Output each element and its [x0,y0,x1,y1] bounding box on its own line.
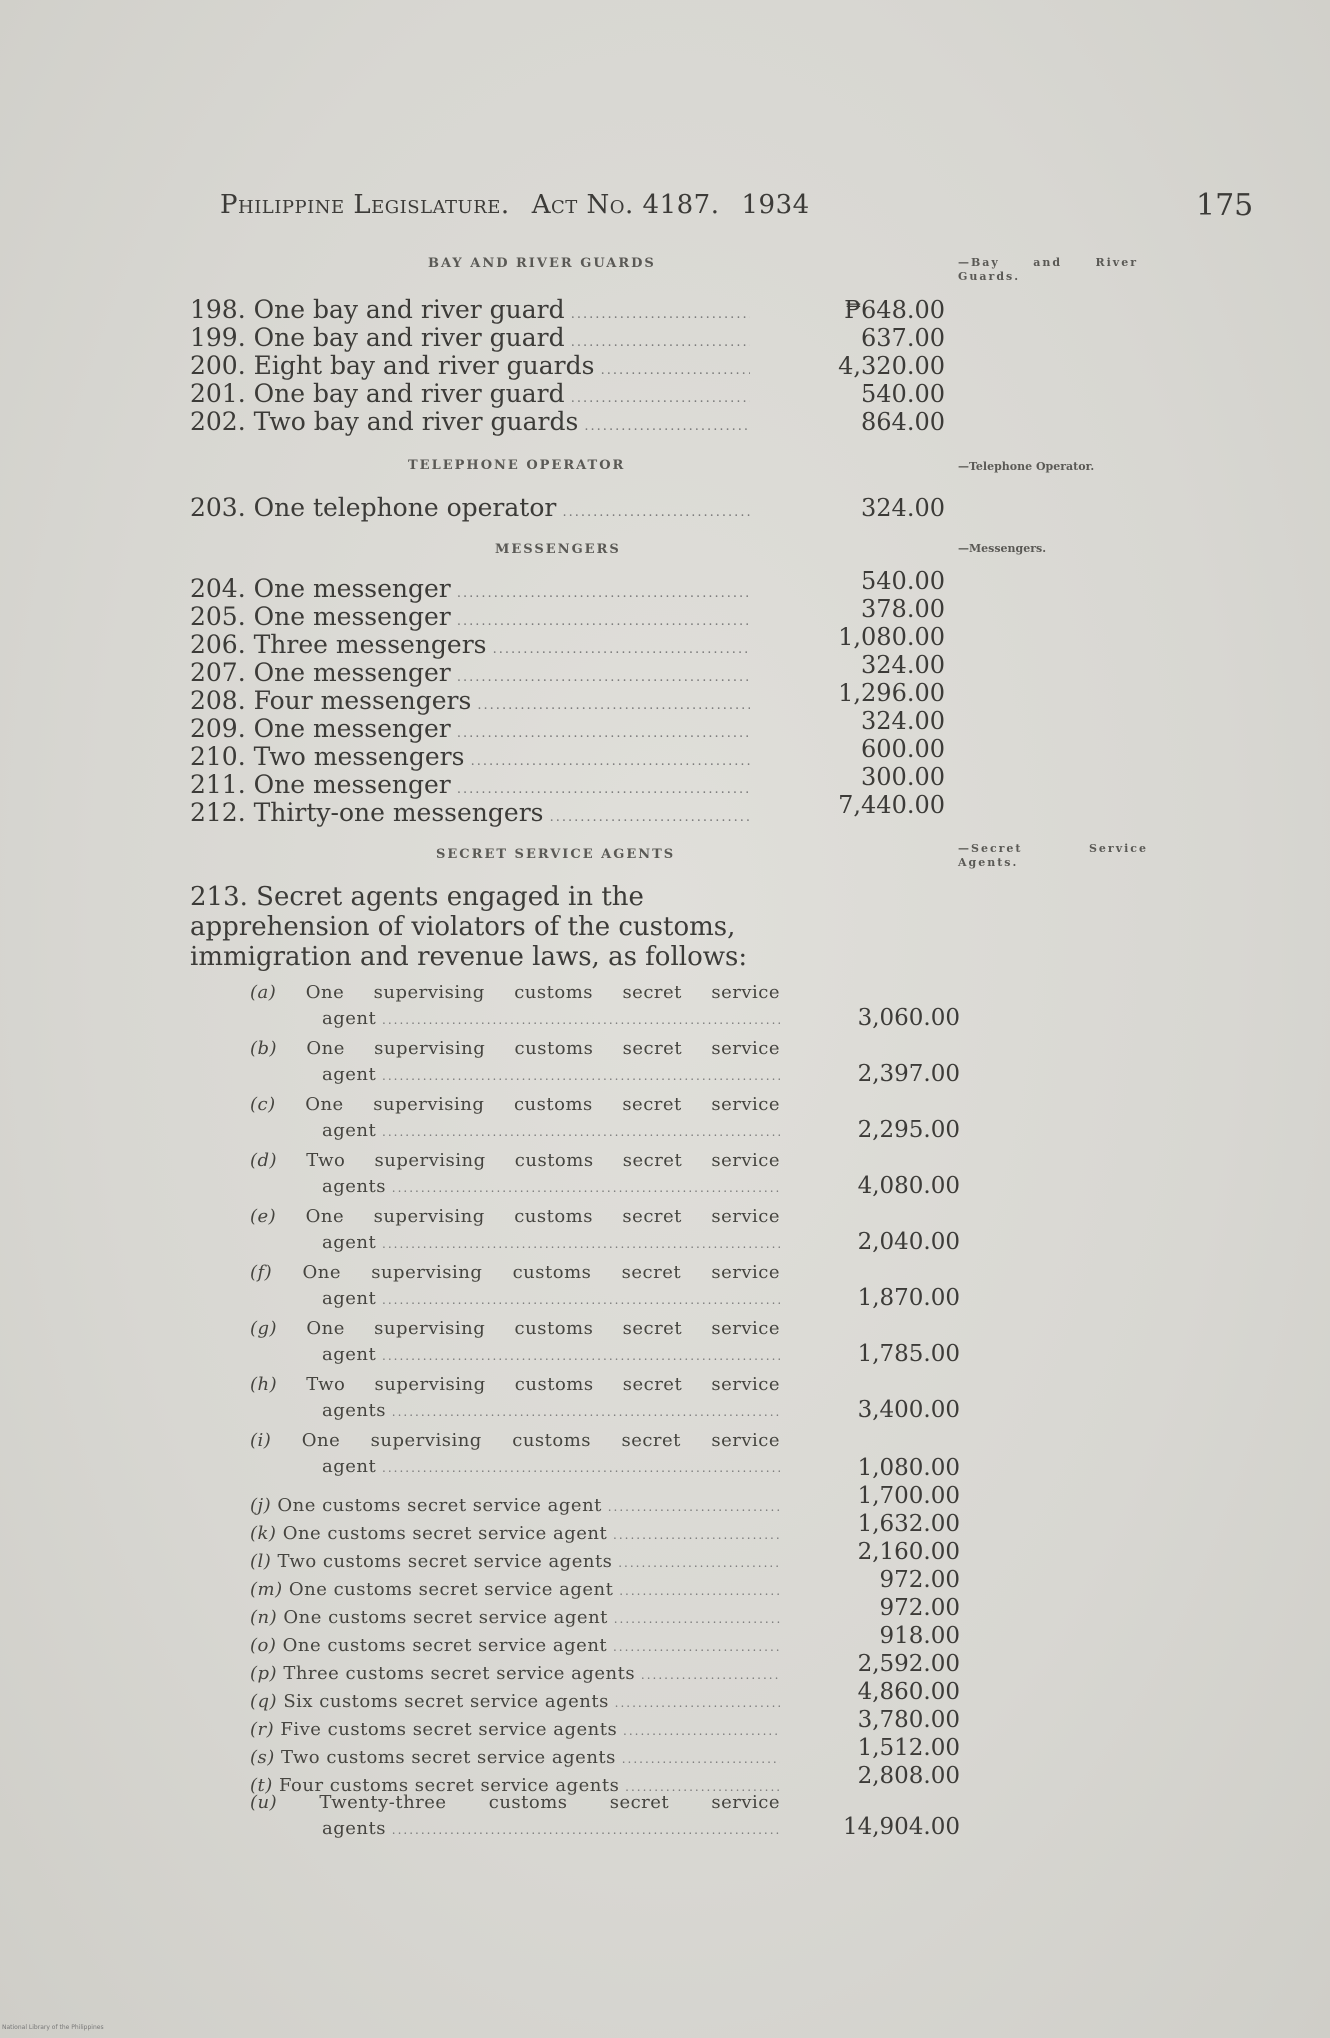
sub-item-line2: agents ..... [250,1816,780,1843]
sub-item-letter: (f) [250,1262,273,1283]
sub-item-text [250,1689,780,1716]
section-heading-bay-river: BAY AND RIVER GUARDS [428,256,656,271]
sub-item-line1: One supervising customs secret service [305,1094,780,1115]
sub-item-line2: agent ..... [250,1454,780,1481]
header-year: 1934 [741,190,810,220]
sub-item-line1: Two supervising customs secret service [306,1374,780,1395]
sub-item-text [250,1428,780,1454]
item-description: 205. One messenger ..... [190,603,750,636]
sub-item-line2: agent ..... [250,1342,780,1369]
header-act: Act No. 4187. [531,190,720,220]
item-amount: 324.00 [861,707,945,735]
sub-item-line1: Five customs secret service agents [280,1719,618,1740]
sub-item-text [250,1521,780,1548]
sub-item-amount: 2,160.00 [857,1539,960,1565]
item-amount: 540.00 [861,380,945,408]
sub-item-amount: 1,632.00 [857,1511,960,1537]
sub-item [250,1689,780,1716]
sub-item-letter: (o) [250,1635,277,1656]
sub-item-letter: (r) [250,1719,275,1740]
paragraph-213: 213. Secret agents engaged in the apprehension of violators of the customs, immigration and revenue laws, as follows: [190,882,748,972]
item-amount: 1,296.00 [838,679,945,707]
margin-note-bay-river: —Bay and River Guards. [958,256,1138,283]
sub-item-line1: One customs secret service agent [288,1579,614,1600]
sub-item-line1: One customs secret service agent [282,1635,608,1656]
sub-item-text [250,1745,780,1772]
sub-item-amount: 1,080.00 [857,1455,960,1481]
item-description: 203. One telephone operator ..... [190,494,750,527]
item-description: 200. Eight bay and river guards ..... [190,352,750,385]
sub-item [250,1260,780,1313]
item-description: 198. One bay and river guard ..... [190,296,750,329]
sub-item-letter: (h) [250,1374,278,1395]
item-amount: 864.00 [861,408,945,436]
item-description: 199. One bay and river guard ..... [190,324,750,357]
item-amount: 540.00 [861,567,945,595]
sub-item-text [250,1036,780,1062]
sub-item [250,1316,780,1369]
sub-item-amount: 3,060.00 [857,1005,960,1031]
sub-item [250,1092,780,1145]
sub-item-amount: 2,295.00 [857,1117,960,1143]
sub-item-line1: One supervising customs secret service [305,1206,780,1227]
sub-item [250,1605,780,1632]
sub-item-line2: agent ..... [250,1286,780,1313]
sub-item [250,1577,780,1604]
sub-item-amount: 4,080.00 [857,1173,960,1199]
item-amount: 324.00 [861,651,945,679]
sub-item-letter: (u) [250,1792,278,1813]
sub-item-line2: agent ..... [250,1062,780,1089]
item-amount: 600.00 [861,735,945,763]
sub-item-amount: 1,785.00 [857,1341,960,1367]
sub-item-letter: (j) [250,1495,272,1516]
sub-item-letter: (d) [250,1150,278,1171]
footer-credit: National Library of the Philippines [2,2024,104,2031]
sub-item-letter: (l) [250,1551,272,1572]
sub-item-line1: Two customs secret service agents [277,1551,613,1572]
item-description: 207. One messenger ..... [190,659,750,692]
item-amount: 324.00 [861,494,945,522]
sub-item-text [250,1577,780,1604]
sub-item [250,1204,780,1257]
sub-item-text [250,1790,780,1816]
sub-item [250,980,780,1033]
sub-item-line1: One supervising customs secret service [302,1262,780,1283]
item-description: 204. One messenger ..... [190,575,750,608]
sub-item-letter: (k) [250,1523,277,1544]
item-description: 209. One messenger ..... [190,715,750,748]
sub-item-letter: (m) [250,1579,283,1600]
item-amount: 1,080.00 [838,623,945,651]
sub-item-text [250,1372,780,1398]
sub-item-letter: (n) [250,1607,278,1628]
item-description: 211. One messenger ..... [190,771,750,804]
sub-item-amount: 3,400.00 [857,1397,960,1423]
sub-item-line2: agent ..... [250,1118,780,1145]
sub-item-text [250,1092,780,1118]
item-amount: 4,320.00 [838,352,945,380]
item-amount: 300.00 [861,763,945,791]
margin-note-secret-service: —Secret Service Agents. [958,842,1148,869]
section-heading-secret-service: SECRET SERVICE AGENTS [436,847,676,862]
sub-item-line1: Six customs secret service agents [283,1691,609,1712]
header-title: Philippine Legislature. [220,190,510,220]
sub-item-amount: 1,512.00 [857,1735,960,1761]
sub-item-line1: One supervising customs secret service [306,1318,780,1339]
sub-item-text [250,980,780,1006]
sub-item [250,1717,780,1744]
sub-item-letter: (p) [250,1663,278,1684]
page-number: 175 [1196,188,1254,223]
sub-item-text [250,1260,780,1286]
sub-item-text [250,1493,780,1520]
sub-item [250,1036,780,1089]
sub-item-amount: 1,870.00 [857,1285,960,1311]
item-description: 208. Four messengers ..... [190,687,750,720]
sub-item [250,1661,780,1688]
sub-item-amount: 2,592.00 [857,1651,960,1677]
sub-item-line1: Four customs secret service agents [279,1775,620,1796]
sub-item-line1: One supervising customs secret service [306,1038,780,1059]
sub-item [250,1148,780,1201]
sub-item-text [250,1605,780,1632]
sub-item-letter: (c) [250,1094,276,1115]
sub-item-line1: Twenty-three customs secret service [319,1792,780,1813]
sub-item-text [250,1148,780,1174]
sub-item-letter: (g) [250,1318,278,1339]
sub-item-line1: One customs secret service agent [282,1523,608,1544]
sub-item-letter: (b) [250,1038,278,1059]
sub-item-line2: agent ..... [250,1230,780,1257]
running-header [220,190,810,220]
section-heading-messengers: MESSENGERS [495,542,621,557]
sub-item-amount: 3,780.00 [857,1707,960,1733]
sub-item-letter: (q) [250,1691,278,1712]
sub-item-amount: 2,040.00 [857,1229,960,1255]
item-description: 212. Thirty-one messengers ..... [190,799,750,832]
sub-item-amount: 972.00 [879,1595,960,1621]
sub-item [250,1633,780,1660]
sub-item [250,1372,780,1425]
sub-item-amount: 918.00 [879,1623,960,1649]
sub-item-line1: Three customs secret service agents [283,1663,636,1684]
sub-item-amount: 14,904.00 [842,1814,960,1840]
sub-item [250,1790,780,1843]
item-description: 206. Three messengers ..... [190,631,750,664]
sub-item-text [250,1717,780,1744]
sub-item-letter: (e) [250,1206,277,1227]
sub-item-text [250,1549,780,1576]
sub-item-letter: (a) [250,982,277,1003]
sub-item [250,1493,780,1520]
item-description: 201. One bay and river guard ..... [190,380,750,413]
sub-item-line2: agents ..... [250,1174,780,1201]
sub-item [250,1521,780,1548]
sub-item-line1: One customs secret service agent [283,1607,608,1628]
item-amount: 378.00 [861,595,945,623]
sub-item-amount: 2,808.00 [857,1763,960,1789]
item-description: 202. Two bay and river guards ..... [190,408,750,441]
item-description: 210. Two messengers ..... [190,743,750,776]
sub-item [250,1549,780,1576]
sub-item-line2: agents ..... [250,1398,780,1425]
margin-note-telephone: —Telephone Operator. [958,460,1095,473]
section-heading-telephone: TELEPHONE OPERATOR [408,458,626,473]
sub-item-line2: agent ..... [250,1006,780,1033]
sub-item-amount: 1,700.00 [857,1483,960,1509]
sub-item-text [250,1204,780,1230]
item-amount: 637.00 [861,324,945,352]
item-amount: ₱648.00 [844,296,945,324]
sub-item-text [250,1316,780,1342]
item-amount: 7,440.00 [838,791,945,819]
sub-item [250,1428,780,1481]
sub-item-letter: (s) [250,1747,275,1768]
sub-item-amount: 4,860.00 [857,1679,960,1705]
sub-item-letter: (t) [250,1775,273,1796]
sub-item-text [250,1633,780,1660]
sub-item-letter: (i) [250,1430,272,1451]
sub-item-amount: 2,397.00 [857,1061,960,1087]
sub-item-line1: Two customs secret service agents [281,1747,616,1768]
sub-item-line1: One supervising customs secret service [301,1430,780,1451]
sub-item-line1: One supervising customs secret service [305,982,780,1003]
sub-item-amount: 972.00 [879,1567,960,1593]
sub-item-line1: One customs secret service agent [277,1495,602,1516]
sub-item-line1: Two supervising customs secret service [306,1150,780,1171]
margin-note-messengers: —Messengers. [958,542,1047,555]
sub-item-text [250,1661,780,1688]
sub-item [250,1745,780,1772]
